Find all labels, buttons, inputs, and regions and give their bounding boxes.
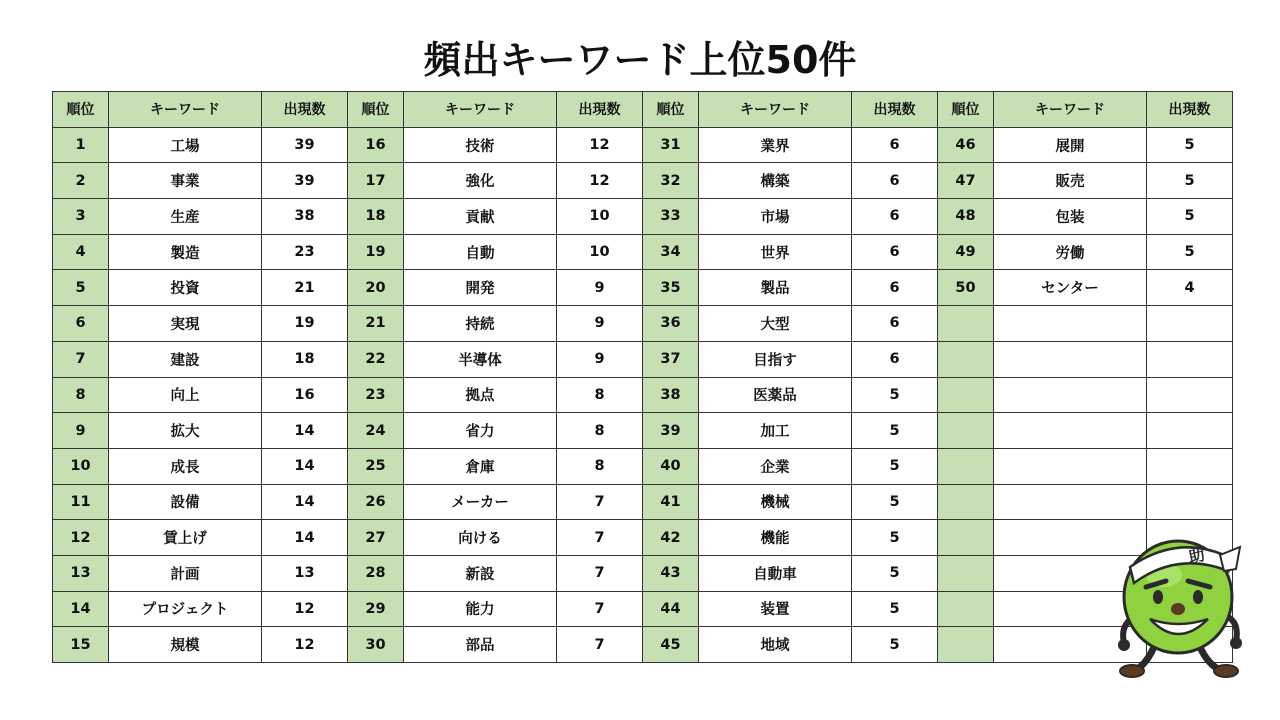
keyword-count-cell: 7 bbox=[557, 520, 643, 556]
table-row bbox=[53, 413, 1233, 449]
keyword-word-cell: 賃上げ bbox=[109, 520, 262, 556]
keyword-count-cell: 14 bbox=[262, 448, 348, 484]
keyword-word-cell: 拠点 bbox=[404, 377, 557, 413]
keyword-word-cell: 倉庫 bbox=[404, 448, 557, 484]
empty-cell bbox=[938, 341, 994, 377]
keyword-rank-cell: 11 bbox=[53, 484, 109, 520]
keyword-count-cell: 5 bbox=[852, 413, 938, 449]
keyword-rank-cell: 23 bbox=[348, 377, 404, 413]
keyword-rank-cell: 16 bbox=[348, 127, 404, 163]
table-row bbox=[53, 520, 1233, 556]
keyword-rank-cell: 21 bbox=[348, 306, 404, 342]
keyword-rank-cell: 34 bbox=[643, 234, 699, 270]
keyword-count-cell: 6 bbox=[852, 127, 938, 163]
empty-cell bbox=[1147, 413, 1233, 449]
keyword-rank-cell: 2 bbox=[53, 163, 109, 199]
header-count: 出現数 bbox=[557, 92, 643, 128]
keyword-count-cell: 5 bbox=[852, 520, 938, 556]
keyword-rank-cell: 15 bbox=[53, 627, 109, 663]
keyword-word-cell: 強化 bbox=[404, 163, 557, 199]
keyword-word-cell: 計画 bbox=[109, 555, 262, 591]
keyword-count-cell: 6 bbox=[852, 270, 938, 306]
table-row bbox=[53, 591, 1233, 627]
keyword-rank-cell: 14 bbox=[53, 591, 109, 627]
keyword-count-cell: 13 bbox=[262, 555, 348, 591]
header-count: 出現数 bbox=[262, 92, 348, 128]
empty-cell bbox=[938, 627, 994, 663]
keyword-rank-cell: 43 bbox=[643, 555, 699, 591]
keyword-count-cell: 8 bbox=[557, 377, 643, 413]
keyword-count-cell: 4 bbox=[1147, 270, 1233, 306]
keyword-count-cell: 6 bbox=[852, 234, 938, 270]
table-row bbox=[53, 270, 1233, 306]
keyword-rank-cell: 30 bbox=[348, 627, 404, 663]
keyword-rank-cell: 50 bbox=[938, 270, 994, 306]
empty-cell bbox=[994, 484, 1147, 520]
keyword-rank-cell: 22 bbox=[348, 341, 404, 377]
keyword-word-cell: 規模 bbox=[109, 627, 262, 663]
keyword-count-cell: 8 bbox=[557, 413, 643, 449]
keyword-count-cell: 16 bbox=[262, 377, 348, 413]
keyword-rank-cell: 40 bbox=[643, 448, 699, 484]
keyword-count-cell: 5 bbox=[852, 484, 938, 520]
keyword-count-cell: 9 bbox=[557, 270, 643, 306]
empty-cell bbox=[994, 413, 1147, 449]
keyword-rank-cell: 6 bbox=[53, 306, 109, 342]
keyword-rank-cell: 46 bbox=[938, 127, 994, 163]
keyword-word-cell: 半導体 bbox=[404, 341, 557, 377]
keyword-word-cell: 機械 bbox=[699, 484, 852, 520]
keyword-word-cell: 販売 bbox=[994, 163, 1147, 199]
keyword-rank-cell: 41 bbox=[643, 484, 699, 520]
keyword-count-cell: 5 bbox=[1147, 163, 1233, 199]
keyword-word-cell: 持続 bbox=[404, 306, 557, 342]
keyword-count-cell: 7 bbox=[557, 591, 643, 627]
keyword-word-cell: 装置 bbox=[699, 591, 852, 627]
keyword-word-cell: 向ける bbox=[404, 520, 557, 556]
keyword-word-cell: 省力 bbox=[404, 413, 557, 449]
keyword-word-cell: 展開 bbox=[994, 127, 1147, 163]
keyword-rank-cell: 29 bbox=[348, 591, 404, 627]
empty-cell bbox=[938, 306, 994, 342]
keyword-word-cell: 建設 bbox=[109, 341, 262, 377]
keyword-word-cell: 医薬品 bbox=[699, 377, 852, 413]
keyword-word-cell: 市場 bbox=[699, 199, 852, 235]
keyword-count-cell: 14 bbox=[262, 484, 348, 520]
keyword-rank-cell: 31 bbox=[643, 127, 699, 163]
empty-cell bbox=[938, 520, 994, 556]
table-row bbox=[53, 306, 1233, 342]
keyword-count-cell: 5 bbox=[1147, 234, 1233, 270]
keyword-rank-cell: 32 bbox=[643, 163, 699, 199]
keyword-rank-cell: 48 bbox=[938, 199, 994, 235]
keyword-rank-cell: 27 bbox=[348, 520, 404, 556]
keyword-word-cell: 目指す bbox=[699, 341, 852, 377]
keyword-rank-cell: 39 bbox=[643, 413, 699, 449]
keyword-word-cell: 技術 bbox=[404, 127, 557, 163]
keyword-word-cell: 業界 bbox=[699, 127, 852, 163]
keyword-word-cell: 加工 bbox=[699, 413, 852, 449]
keyword-word-cell: 向上 bbox=[109, 377, 262, 413]
keyword-word-cell: 貢献 bbox=[404, 199, 557, 235]
keyword-rank-cell: 19 bbox=[348, 234, 404, 270]
empty-cell bbox=[938, 484, 994, 520]
keyword-rank-cell: 28 bbox=[348, 555, 404, 591]
keyword-rank-cell: 5 bbox=[53, 270, 109, 306]
keyword-word-cell: 部品 bbox=[404, 627, 557, 663]
keyword-count-cell: 9 bbox=[557, 306, 643, 342]
keyword-rank-cell: 26 bbox=[348, 484, 404, 520]
keyword-word-cell: 地域 bbox=[699, 627, 852, 663]
keyword-rank-cell: 8 bbox=[53, 377, 109, 413]
table-row bbox=[53, 555, 1233, 591]
keyword-count-cell: 39 bbox=[262, 127, 348, 163]
table-row bbox=[53, 127, 1233, 163]
keyword-rank-cell: 3 bbox=[53, 199, 109, 235]
keyword-word-cell: 労働 bbox=[994, 234, 1147, 270]
keyword-word-cell: 実現 bbox=[109, 306, 262, 342]
keyword-rank-cell: 4 bbox=[53, 234, 109, 270]
keyword-word-cell: プロジェクト bbox=[109, 591, 262, 627]
empty-cell bbox=[938, 413, 994, 449]
keyword-rank-cell: 37 bbox=[643, 341, 699, 377]
green-mascot-icon bbox=[1116, 525, 1244, 685]
keyword-word-cell: 自動車 bbox=[699, 555, 852, 591]
keyword-count-cell: 5 bbox=[852, 591, 938, 627]
table-row bbox=[53, 448, 1233, 484]
keyword-word-cell: メーカー bbox=[404, 484, 557, 520]
keyword-rank-cell: 17 bbox=[348, 163, 404, 199]
keyword-word-cell: 製品 bbox=[699, 270, 852, 306]
keyword-word-cell: 工場 bbox=[109, 127, 262, 163]
table-row bbox=[53, 484, 1233, 520]
empty-cell bbox=[938, 555, 994, 591]
header-rank: 順位 bbox=[348, 92, 404, 128]
empty-cell bbox=[1147, 306, 1233, 342]
empty-cell bbox=[938, 591, 994, 627]
keyword-word-cell: 大型 bbox=[699, 306, 852, 342]
keyword-count-cell: 6 bbox=[852, 199, 938, 235]
keyword-count-cell: 7 bbox=[557, 484, 643, 520]
keyword-count-cell: 14 bbox=[262, 413, 348, 449]
keyword-count-cell: 23 bbox=[262, 234, 348, 270]
keyword-word-cell: 新設 bbox=[404, 555, 557, 591]
keyword-rank-cell: 45 bbox=[643, 627, 699, 663]
keyword-count-cell: 7 bbox=[557, 627, 643, 663]
keyword-count-cell: 10 bbox=[557, 199, 643, 235]
header-count: 出現数 bbox=[1147, 92, 1233, 128]
keyword-rank-cell: 13 bbox=[53, 555, 109, 591]
mascot-headband-text: 助 bbox=[1186, 544, 1207, 567]
empty-cell bbox=[994, 377, 1147, 413]
keyword-rank-cell: 42 bbox=[643, 520, 699, 556]
keyword-count-cell: 12 bbox=[262, 591, 348, 627]
empty-cell bbox=[994, 306, 1147, 342]
header-count: 出現数 bbox=[852, 92, 938, 128]
keyword-count-cell: 6 bbox=[852, 163, 938, 199]
header-rank: 順位 bbox=[643, 92, 699, 128]
keyword-word-cell: 成長 bbox=[109, 448, 262, 484]
keyword-word-cell: 企業 bbox=[699, 448, 852, 484]
keyword-count-cell: 5 bbox=[852, 555, 938, 591]
keyword-count-cell: 12 bbox=[557, 163, 643, 199]
keyword-rank-cell: 33 bbox=[643, 199, 699, 235]
keyword-count-cell: 6 bbox=[852, 341, 938, 377]
table-row bbox=[53, 234, 1233, 270]
keyword-count-cell: 10 bbox=[557, 234, 643, 270]
keyword-word-cell: 構築 bbox=[699, 163, 852, 199]
keyword-count-cell: 6 bbox=[852, 306, 938, 342]
keyword-rank-cell: 10 bbox=[53, 448, 109, 484]
empty-cell bbox=[1147, 448, 1233, 484]
empty-cell bbox=[994, 341, 1147, 377]
keyword-word-cell: 生産 bbox=[109, 199, 262, 235]
header-keyword: キーワード bbox=[404, 92, 557, 128]
keyword-rank-cell: 1 bbox=[53, 127, 109, 163]
keyword-rank-cell: 36 bbox=[643, 306, 699, 342]
keyword-count-cell: 38 bbox=[262, 199, 348, 235]
header-keyword: キーワード bbox=[994, 92, 1147, 128]
keyword-rank-cell: 49 bbox=[938, 234, 994, 270]
header-rank: 順位 bbox=[53, 92, 109, 128]
empty-cell bbox=[994, 448, 1147, 484]
table-row bbox=[53, 199, 1233, 235]
table-row bbox=[53, 163, 1233, 199]
header-keyword: キーワード bbox=[699, 92, 852, 128]
keyword-rank-cell: 44 bbox=[643, 591, 699, 627]
keyword-rank-cell: 12 bbox=[53, 520, 109, 556]
keyword-count-cell: 5 bbox=[852, 377, 938, 413]
keyword-count-cell: 21 bbox=[262, 270, 348, 306]
header-keyword: キーワード bbox=[109, 92, 262, 128]
keyword-rank-cell: 25 bbox=[348, 448, 404, 484]
keyword-word-cell: 投資 bbox=[109, 270, 262, 306]
keyword-word-cell: 開発 bbox=[404, 270, 557, 306]
keyword-rank-cell: 7 bbox=[53, 341, 109, 377]
empty-cell bbox=[1147, 341, 1233, 377]
header-rank: 順位 bbox=[938, 92, 994, 128]
keyword-count-cell: 9 bbox=[557, 341, 643, 377]
keyword-rank-cell: 18 bbox=[348, 199, 404, 235]
empty-cell bbox=[1147, 377, 1233, 413]
keyword-count-cell: 5 bbox=[1147, 199, 1233, 235]
keyword-rank-cell: 24 bbox=[348, 413, 404, 449]
keyword-count-cell: 39 bbox=[262, 163, 348, 199]
keyword-word-cell: 包装 bbox=[994, 199, 1147, 235]
keyword-word-cell: 機能 bbox=[699, 520, 852, 556]
keyword-word-cell: センター bbox=[994, 270, 1147, 306]
keyword-count-cell: 19 bbox=[262, 306, 348, 342]
keyword-word-cell: 事業 bbox=[109, 163, 262, 199]
keyword-word-cell: 能力 bbox=[404, 591, 557, 627]
keyword-word-cell: 製造 bbox=[109, 234, 262, 270]
keyword-word-cell: 世界 bbox=[699, 234, 852, 270]
empty-cell bbox=[938, 377, 994, 413]
keyword-count-cell: 8 bbox=[557, 448, 643, 484]
empty-cell bbox=[1147, 484, 1233, 520]
keyword-count-cell: 5 bbox=[852, 627, 938, 663]
keyword-count-cell: 5 bbox=[1147, 127, 1233, 163]
keyword-rank-cell: 38 bbox=[643, 377, 699, 413]
empty-cell bbox=[938, 448, 994, 484]
keyword-count-cell: 14 bbox=[262, 520, 348, 556]
keyword-rank-cell: 35 bbox=[643, 270, 699, 306]
keyword-count-cell: 12 bbox=[557, 127, 643, 163]
keyword-count-cell: 5 bbox=[852, 448, 938, 484]
keyword-count-cell: 7 bbox=[557, 555, 643, 591]
keyword-rank-cell: 20 bbox=[348, 270, 404, 306]
keyword-count-cell: 18 bbox=[262, 341, 348, 377]
table-row bbox=[53, 341, 1233, 377]
page-title: 頻出キーワード上位50件 bbox=[423, 38, 857, 82]
table-row bbox=[53, 627, 1233, 663]
keyword-count-cell: 12 bbox=[262, 627, 348, 663]
keyword-table bbox=[52, 91, 1233, 663]
table-row bbox=[53, 377, 1233, 413]
table-header-row bbox=[53, 92, 1233, 128]
keyword-rank-cell: 47 bbox=[938, 163, 994, 199]
keyword-word-cell: 自動 bbox=[404, 234, 557, 270]
keyword-word-cell: 拡大 bbox=[109, 413, 262, 449]
keyword-word-cell: 設備 bbox=[109, 484, 262, 520]
keyword-rank-cell: 9 bbox=[53, 413, 109, 449]
